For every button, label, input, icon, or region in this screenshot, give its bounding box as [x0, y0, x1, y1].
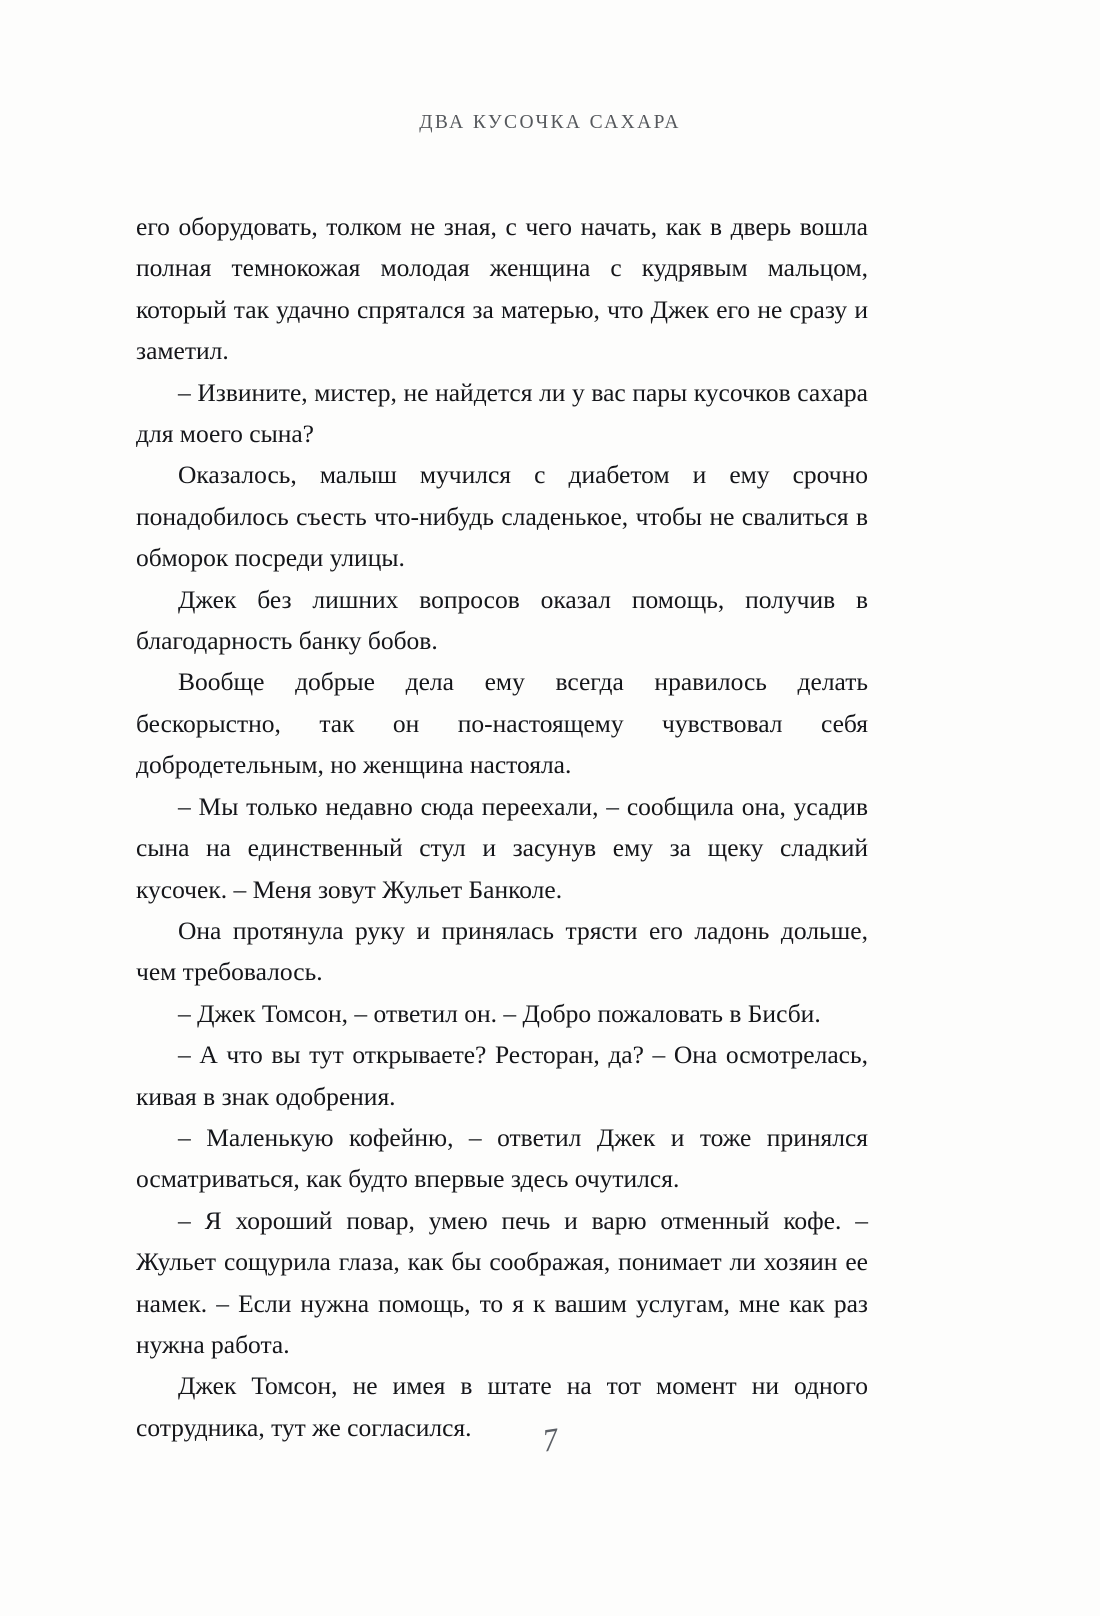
paragraph: – Джек Томсон, – ответил он. – Добро пожаловать в Бисби.: [178, 998, 821, 1028]
paragraph: его оборудовать, толком не зная, с чего начать, как в дверь вошла полная темнокожая молодая женщина с кудрявым мальцом, который так удачно спрятался за матерью, что Джек его не сразу и заметил.: [136, 212, 868, 366]
page-number: [0, 1421, 1100, 1460]
page-number-value: 7: [540, 1421, 560, 1460]
paragraph: – Мы только недавно сюда переехали, – сообщила она, усадив сына на единственный стул и засунув ему за щеку сладкий кусочек. – Меня зовут Жульет Банколе.: [136, 791, 868, 904]
paragraph: Джек без лишних вопросов оказал помощь, получив в благодарность банку бобов.: [136, 584, 868, 656]
paragraph: Джек Томсон, не имея в штате на тот момент ни одного сотрудника, тут же согласился.: [136, 1371, 868, 1442]
paragraph: – А что вы тут открываете? Ресторан, да? – Она осмотрелась, кивая в знак одобрения.: [136, 1040, 868, 1111]
body-text-block: [136, 206, 868, 1448]
paragraph: – Извините, мистер, не найдется ли у вас пары кусочков сахара для моего сына?: [136, 377, 868, 449]
paragraph: Вообще добрые дела ему всегда нравилось делать бескорыстно, так он по-настоящему чувствовал себя добродетельным, но женщина настояла.: [136, 667, 868, 780]
paragraph: Оказалось, малыш мучился с диабетом и ему срочно понадобилось съесть что-нибудь сладенькое, чтобы не свалиться в обморок посреди улицы.: [136, 460, 868, 573]
running-head: ДВА КУСОЧКА САХАРА: [419, 112, 681, 133]
paragraph: – Маленькую кофейню, – ответил Джек и тоже принялся осматриваться, как будто впервые здесь очутился.: [136, 1122, 868, 1194]
paragraph: Она протянула руку и принялась трясти его ладонь дольше, чем требовалось.: [136, 915, 868, 987]
paragraph: – Я хороший повар, умею печь и варю отменный кофе. – Жульет сощурила глаза, как бы соображая, понимает ли хозяин ее намек. – Если нужна помощь, то я к вашим услугам, мне как раз нужна работа.: [136, 1205, 868, 1359]
